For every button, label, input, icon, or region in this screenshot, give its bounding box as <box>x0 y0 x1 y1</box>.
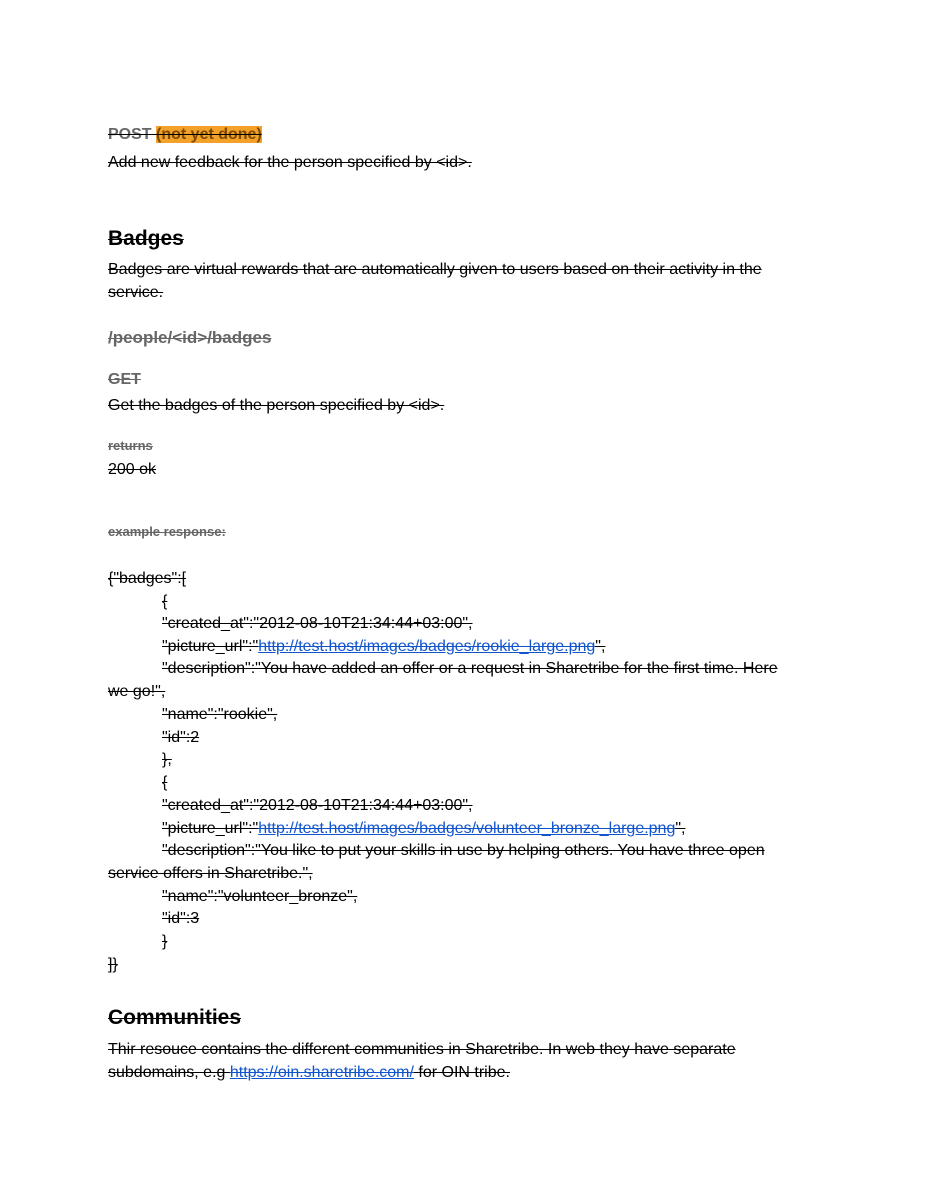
json-badge1-close: }, <box>162 751 172 768</box>
badges-intro-line1: Badges are virtual rewards that are automatically given to users based on their activity in the <box>108 261 762 278</box>
json-badge2-name: "name":"volunteer_bronze", <box>162 888 358 905</box>
communities-line1: Thir resouce contains the different communities in Sharetribe. In web they have separate <box>108 1041 736 1058</box>
badges-example-label: example response: <box>108 524 226 539</box>
badges-get-method: GET <box>108 371 141 388</box>
json-badge2-created-at: "created_at":"2012-08-10T21:34:44+03:00", <box>162 797 473 814</box>
badges-returns-label: returns <box>108 438 153 453</box>
json-badge1-picture-suffix: ", <box>595 638 606 655</box>
post-description: Add new feedback for the person specified by <id>. <box>108 154 472 171</box>
json-badge2-description-line1: "description":"You like to put your skills in use by helping others. You have three open <box>162 842 765 859</box>
json-badge2-close: } <box>162 933 168 950</box>
post-method-line <box>108 126 262 144</box>
json-badge1-created-at: "created_at":"2012-08-10T21:34:44+03:00", <box>162 615 473 632</box>
json-badge2-picture-link[interactable]: http://test.host/images/badges/volunteer_bronze_large.png <box>258 820 676 837</box>
communities-heading: Communities <box>108 1006 242 1029</box>
post-method: POST <box>108 126 152 143</box>
json-badge2-picture-url <box>162 820 685 838</box>
json-badge2-description-line2: service offers in Sharetribe.", <box>108 865 313 882</box>
json-badge2-picture-suffix: ", <box>675 820 686 837</box>
json-badge1-picture-prefix: "picture_url":" <box>162 638 259 655</box>
json-badge1-picture-url <box>162 638 605 656</box>
json-badge1-description-line1: "description":"You have added an offer or a request in Sharetribe for the first time. Here <box>162 660 778 677</box>
json-open: {"badges":[ <box>108 570 187 587</box>
json-badge2-id: "id":3 <box>162 910 200 927</box>
post-status-highlight: (not yet done) <box>156 126 262 143</box>
communities-line2-suffix: for OIN tribe. <box>413 1064 510 1081</box>
communities-line2-prefix: subdomains, e.g <box>108 1064 230 1081</box>
badges-endpoint-path: /people/<id>/badges <box>108 328 272 347</box>
communities-line2 <box>108 1064 510 1082</box>
json-badge1-picture-link[interactable]: http://test.host/images/badges/rookie_large.png <box>258 638 596 655</box>
json-badge1-description-line2: we go!", <box>108 683 166 700</box>
json-badge2-open: { <box>162 774 168 791</box>
communities-oin-link[interactable]: https://oin.sharetribe.com/ <box>229 1064 414 1081</box>
json-close: ]} <box>108 956 118 973</box>
json-badge1-open: { <box>162 593 168 610</box>
json-badge2-picture-prefix: "picture_url":" <box>162 820 259 837</box>
badges-intro-line2: service. <box>108 284 164 301</box>
badges-heading: Badges <box>108 227 184 250</box>
json-badge1-name: "name":"rookie", <box>162 706 278 723</box>
json-badge1-id: "id":2 <box>162 729 200 746</box>
badges-get-description: Get the badges of the person specified by <id>. <box>108 397 445 414</box>
badges-returns-value: 200 ok <box>108 461 157 478</box>
